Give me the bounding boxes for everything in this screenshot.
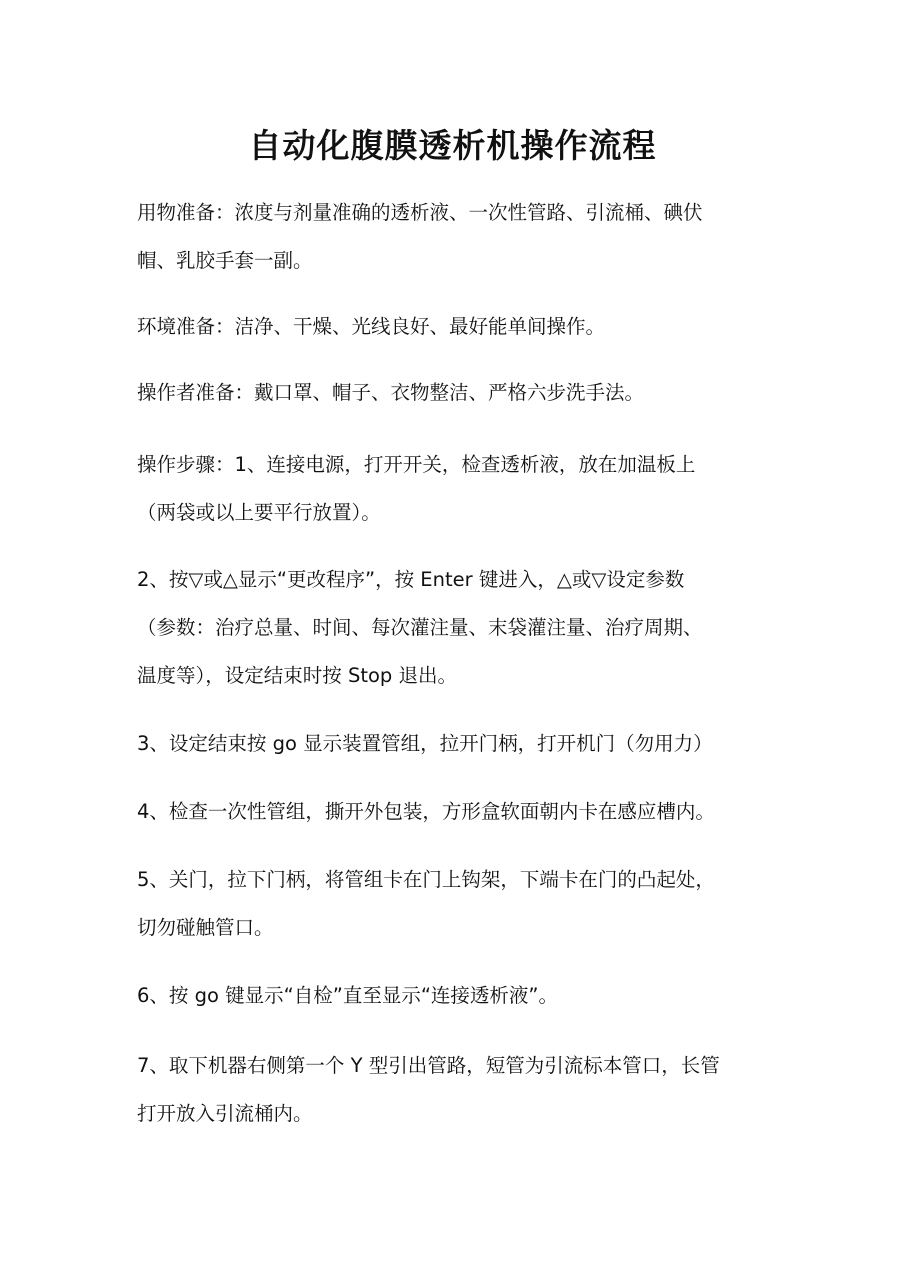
text-line: 用物准备：浓度与剂量准确的透析液、一次性管路、引流桶、碘伏	[137, 201, 703, 224]
paragraph-step-4	[137, 788, 777, 836]
text-line: 5、关门，拉下门柄，将管组卡在门上钩架，下端卡在门的凸起处，	[137, 868, 715, 891]
text-line: 6、按 go 键显示“自检”直至显示“连接透析液”。	[137, 984, 559, 1007]
text-line: 温度等），设定结束时按 Stop 退出。	[137, 664, 457, 687]
text-line: 环境准备：洁净、干燥、光线良好、最好能单间操作。	[137, 315, 606, 338]
paragraph-environment	[137, 303, 777, 351]
text-line: （两袋或以上要平行放置）。	[137, 501, 381, 524]
paragraph-step-5	[137, 856, 777, 952]
paragraph-step-7	[137, 1042, 777, 1138]
paragraph-operator	[137, 369, 777, 417]
paragraph-step-3	[137, 720, 777, 768]
paragraph-step-2	[137, 556, 777, 700]
text-line: 4、检查一次性管组，撕开外包装，方形盒软面朝内卡在感应槽内。	[137, 800, 715, 823]
document-title: 自动化腹膜透析机操作流程	[248, 126, 657, 165]
paragraph-materials	[137, 189, 777, 285]
text-line: 操作步骤：1、连接电源，打开开关，检查透析液，放在加温板上	[137, 453, 696, 476]
text-line: 帽、乳胶手套一副。	[137, 249, 313, 272]
text-line: 打开放入引流桶内。	[137, 1102, 313, 1125]
text-line: 2、按▽或△显示“更改程序”，按 Enter 键进入，△或▽设定参数	[137, 568, 685, 591]
text-line: 3、设定结束按 go 显示装置管组，拉开门柄，打开机门（勿用力）	[137, 732, 713, 755]
paragraph-step-6	[137, 972, 777, 1020]
paragraph-step-1	[137, 441, 777, 537]
text-line: 操作者准备：戴口罩、帽子、衣物整洁、严格六步洗手法。	[137, 381, 645, 404]
text-line: 7、取下机器右侧第一个 Y 型引出管路，短管为引流标本管口，长管	[137, 1054, 720, 1077]
text-line: 切勿碰触管口。	[137, 916, 274, 939]
text-line: （参数：治疗总量、时间、每次灌注量、末袋灌注量、治疗周期、	[137, 616, 703, 639]
